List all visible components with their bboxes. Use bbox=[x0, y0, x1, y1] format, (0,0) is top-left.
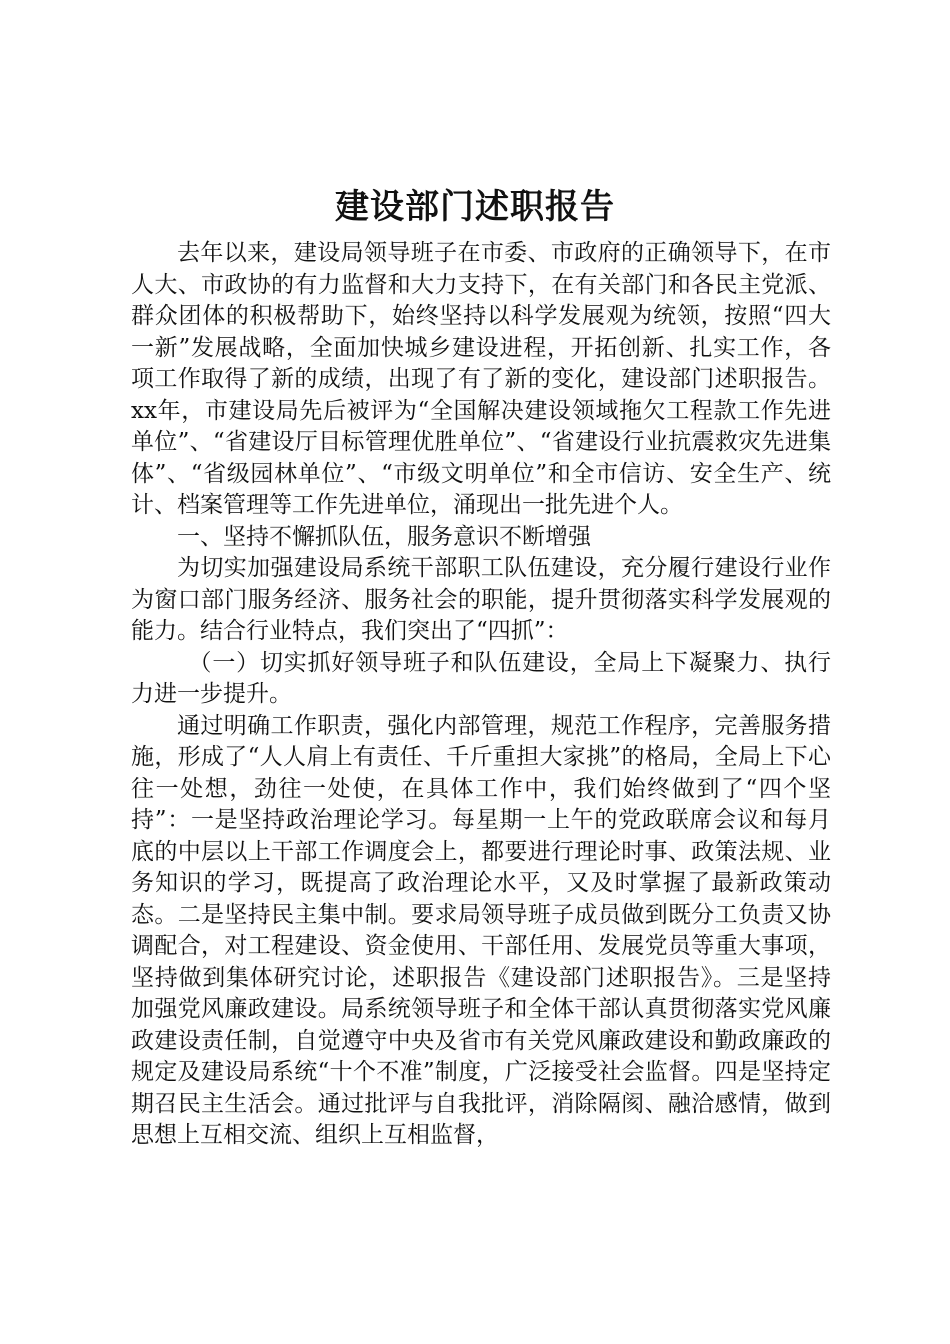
section-heading-1: 一、坚持不懈抓队伍，服务意识不断增强 bbox=[177, 523, 591, 550]
section-1-paragraph: 为切实加强建设局系统干部职工队伍建设，充分履行建设行业作为窗口部门服务经济、服务社会的职能，提升贯彻落实科学发展观的能力。结合行业特点，我们突出了“四抓”： bbox=[131, 555, 831, 644]
intro-paragraph: 去年以来，建设局领导班子在市委、市政府的正确领导下，在市人大、市政协的有力监督和大力支持下，在有关部门和各民主党派、群众团体的积极帮助下，始终坚持以科学发展观为统领，按照“四大一新”发展战略，全面加快城乡建设进程，开拓创新、扎实工作，各项工作取得了新的成绩，出现了有了新的变化，建设部门述职报告。xx年，市建设局先后被评为“全国解决建设领域拖欠工程款工作先进单位”、“省建设厅目标管理优胜单位”、“省建设行业抗震救灾先进集体”、“省级园林单位”、“市级文明单位”和全市信访、安全生产、统计、档案管理等工作先进单位，涌现出一批先进个人。 bbox=[131, 240, 831, 518]
subsection-heading-1: （一）切实抓好领导班子和队伍建设，全局上下凝聚力、执行力进一步提升。 bbox=[131, 649, 831, 707]
document-title: 建设部门述职报告 bbox=[335, 187, 615, 227]
document-body bbox=[131, 238, 831, 1152]
subsection-1-paragraph: 通过明确工作职责，强化内部管理，规范工作程序，完善服务措施，形成了“人人肩上有责任、千斤重担大家挑”的格局，全局上下心往一处想，劲往一处使，在具体工作中，我们始终做到了“四个坚持”：一是坚持政治理论学习。每星期一上午的党政联席会议和每月底的中层以上干部工作调度会上，都要进行理论时事、政策法规、业务知识的学习，既提高了政治理论水平，又及时掌握了最新政策动态。二是坚持民主集中制。要求局领导班子成员做到既分工负责又协调配合，对工程建设、资金使用、干部任用、发展党员等重大事项，坚持做到集体研究讨论，述职报告《建设部门述职报告》。三是坚持加强党风廉政建设。局系统领导班子和全体干部认真贯彻落实党风廉政建设责任制，自觉遵守中央及省市有关党风廉政建设和勤政廉政的规定及建设局系统“十个不准”制度，广泛接受社会监督。四是坚持定期召民主生活会。通过批评与自我批评，消除隔阂、融洽感情，做到思想上互相交流、组织上互相监督， bbox=[131, 712, 831, 1148]
